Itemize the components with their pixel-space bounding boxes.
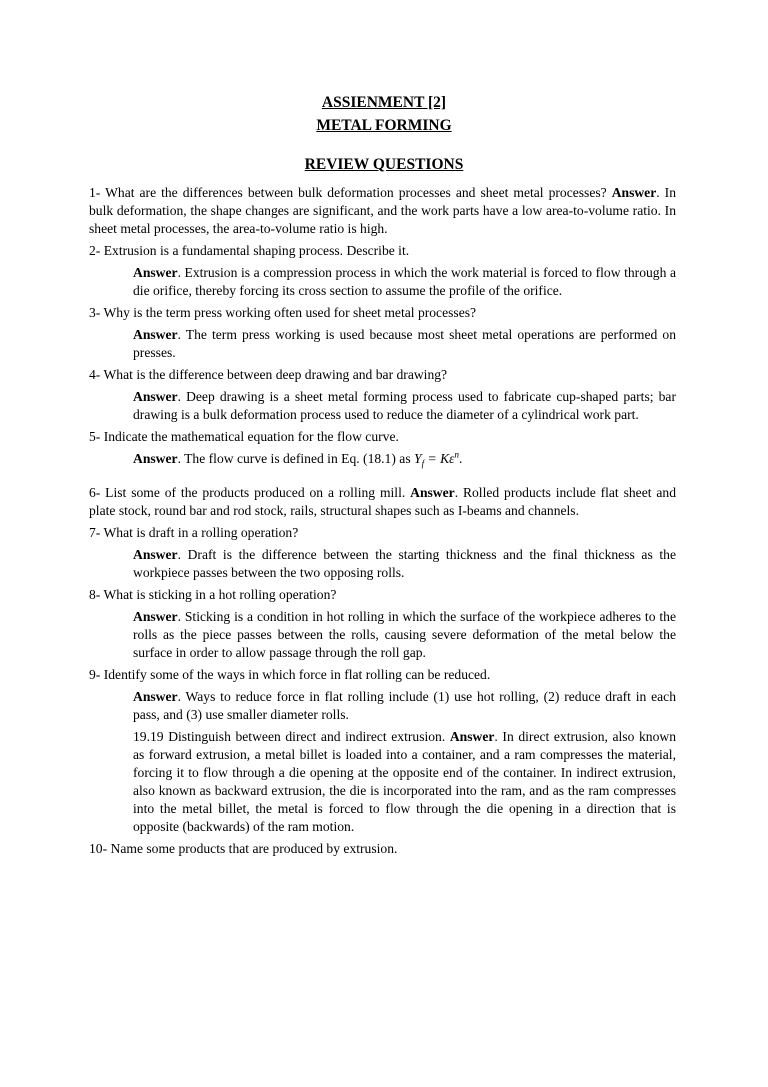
assignment-title: ASSIENMENT [2] [321, 94, 447, 111]
question-9: 9- Identify some of the ways in which force in flat rolling can be reduced. [89, 667, 491, 682]
answer-label: Answer [133, 327, 178, 342]
subject-title: METAL FORMING [316, 117, 452, 134]
answer-label: Answer [133, 389, 178, 404]
question-5: 5- Indicate the mathematical equation for the flow curve. [89, 429, 399, 444]
answer-4: Answer. Deep drawing is a sheet metal forming process used to fabricate cup-shaped parts; bar drawing is a bulk deformation process used to reduce the diameter of a cylindrical work part. [133, 389, 676, 422]
question-2: 2- Extrusion is a fundamental shaping process. Describe it. [89, 243, 410, 258]
questions-body [89, 184, 676, 862]
answer-label: Answer [611, 185, 657, 200]
answer-label: Answer [133, 265, 178, 280]
question-4: 4- What is the difference between deep drawing and bar drawing? [89, 367, 448, 382]
question-10: 10- Name some products that are produced by extrusion. [89, 841, 398, 856]
answer-6: . Rolled products include flat sheet and plate stock, round bar and rod stock, rails, structural shapes such as I-beams and channels. [89, 485, 676, 518]
answer-7: Answer. Draft is the difference between the starting thickness and the final thickness as the workpiece passes between the two opposing rolls. [133, 547, 676, 580]
answer-label: Answer [133, 451, 178, 466]
answer-5: Answer. The flow curve is defined in Eq. (18.1) as $Y_f = K\varepsilon^n$. [133, 449, 463, 469]
answer-9: Answer. Ways to reduce force in flat rolling include (1) use hot rolling, (2) reduce draft in each pass, and (3) use smaller diameter rolls. [133, 689, 676, 722]
answer-label: Answer [133, 547, 178, 562]
answer-label: Answer [133, 609, 178, 624]
question-1: 1- What are the differences between bulk deformation processes and sheet metal processes? Answer. In bulk deformation, the shape changes are significant, and the work parts have a low area-to-volume ratio. In sheet metal processes, the area-to-volume ratio is high. [89, 185, 676, 236]
answer-3: Answer. The term press working is used because most sheet metal operations are performed on presses. [133, 327, 676, 360]
flow-formula: $Y_f = K\varepsilon^n$ [414, 449, 459, 469]
answer-19-19: . In direct extrusion, also known as forward extrusion, a metal billet is loaded into a container, and a ram compresses the material, forcing it to flow through a die opening at the opposite end of the container. In indirect extrusion, also known as backward extrusion, the die is incorporated into the ram, and as the ram compresses into the metal billet, the metal is forced to flow through the die opening in a direction that is opposite (backwards) of the ram motion. [133, 729, 676, 834]
answer-label: Answer [410, 485, 455, 500]
question-3: 3- Why is the term press working often used for sheet metal processes? [89, 305, 477, 320]
answer-8: Answer. Sticking is a condition in hot rolling in which the surface of the workpiece adheres to the rolls as the piece passes between the rolls, causing severe deformation of the metal below the surface in order to allow passage through the roll gap. [133, 609, 676, 660]
question-6: 6- List some of the products produced on a rolling mill. Answer. Rolled products include flat sheet and plate stock, round bar and rod stock, rails, structural shapes such as I-beams and channels. [89, 485, 676, 518]
section-title: REVIEW QUESTIONS [304, 156, 464, 173]
answer-1: . In bulk deformation, the shape changes are significant, and the work parts have a low area-to-volume ratio. In sheet metal processes, the area-to-volume ratio is high. [89, 185, 676, 236]
answer-label: Answer [449, 729, 495, 744]
answer-2: Answer. Extrusion is a compression process in which the work material is forced to flow through a die orifice, thereby forcing its cross section to assume the profile of the orifice. [133, 265, 676, 298]
question-8: 8- What is sticking in a hot rolling operation? [89, 587, 337, 602]
answer-label: Answer [133, 689, 178, 704]
question-7: 7- What is draft in a rolling operation? [89, 525, 299, 540]
question-19-19: 19.19 Distinguish between direct and indirect extrusion. Answer. In direct extrusion, also known as forward extrusion, a metal billet is loaded into a container, and a ram compresses the material, forcing it to flow through a die opening at the opposite end of the container. In indirect extrusion, also known as backward extrusion, the die is incorporated into the ram, and as the ram compresses into the metal billet, the metal is forced to flow through the die opening in a direction that is opposite (backwards) of the ram motion. [133, 729, 676, 834]
